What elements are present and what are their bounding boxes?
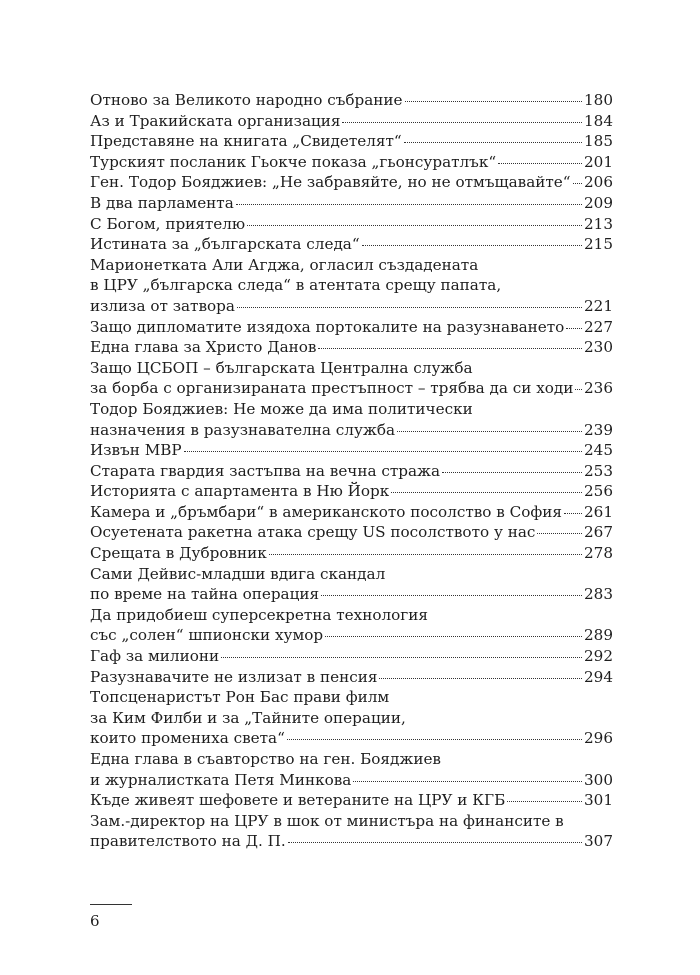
toc-entry-text: Една глава за Христо Данов bbox=[90, 338, 317, 357]
toc-entry-text: излиза от затвора bbox=[90, 296, 235, 315]
toc-line bbox=[90, 111, 613, 132]
toc-line bbox=[90, 728, 613, 749]
dot-leader bbox=[288, 841, 582, 843]
toc-page-number: 253 bbox=[584, 461, 613, 480]
toc-entry-text: в ЦРУ „българска следа“ в атентата срещу папата, bbox=[90, 276, 502, 295]
toc-page-number: 227 bbox=[584, 317, 613, 336]
toc-entry-text: Марионетката Али Агджа, огласил създадената bbox=[90, 255, 479, 274]
dot-leader bbox=[221, 656, 582, 658]
dot-leader bbox=[318, 347, 582, 349]
toc-page-number: 289 bbox=[584, 626, 613, 645]
toc-entry-text: Извън МВР bbox=[90, 441, 182, 460]
toc-line bbox=[90, 708, 613, 729]
toc-page-number: 221 bbox=[584, 296, 613, 315]
toc-line bbox=[90, 152, 613, 173]
toc-entry-text: Отново за Великото народно събрание bbox=[90, 91, 403, 109]
toc-entry-text: С Богом, приятелю bbox=[90, 214, 246, 233]
dot-leader bbox=[342, 121, 582, 123]
toc-entry-text: Една глава в съавторство на ген. Бояджиев bbox=[90, 750, 441, 768]
toc-line bbox=[90, 564, 613, 585]
toc-page-number: 245 bbox=[584, 441, 613, 460]
toc-page-number: 296 bbox=[584, 729, 613, 748]
dot-leader bbox=[362, 244, 582, 246]
toc-line bbox=[90, 522, 613, 543]
toc-line bbox=[90, 378, 613, 399]
toc-line bbox=[90, 811, 613, 832]
toc-line bbox=[90, 749, 613, 770]
toc-page-number: 239 bbox=[584, 420, 613, 439]
dot-leader bbox=[247, 224, 582, 226]
toc-entry-text: със „солен“ шпионски хумор bbox=[90, 626, 324, 645]
toc-entry-text: които промениха света“ bbox=[90, 729, 285, 748]
page-number: 6 bbox=[90, 912, 100, 930]
toc-entry-text: Историята с апартамента в Ню Йорк bbox=[90, 482, 390, 501]
toc-line bbox=[90, 234, 613, 255]
toc-page-number: 294 bbox=[584, 667, 613, 686]
toc-page-number: 209 bbox=[584, 193, 613, 212]
dot-leader bbox=[287, 738, 582, 740]
dot-leader bbox=[237, 306, 582, 308]
toc-entry-text: Топсценаристът Рон Бас прави филм bbox=[90, 688, 390, 707]
dot-leader bbox=[325, 635, 582, 637]
toc-line bbox=[90, 770, 613, 791]
toc-line bbox=[90, 605, 613, 626]
toc-entry-text: назначения в разузнавателна служба bbox=[90, 420, 396, 439]
dot-leader bbox=[269, 553, 582, 555]
toc-line bbox=[90, 358, 613, 379]
toc-entry-text: Камера и „бръмбари“ в американското посолство в София bbox=[90, 502, 562, 521]
toc-entry-text: Истината за „българската следа“ bbox=[90, 235, 360, 254]
table-of-contents bbox=[90, 90, 613, 852]
toc-line bbox=[90, 687, 613, 708]
toc-page-number: 185 bbox=[584, 132, 613, 151]
dot-leader bbox=[391, 491, 582, 493]
dot-leader bbox=[404, 141, 582, 143]
toc-page-number: 283 bbox=[584, 585, 613, 604]
dot-leader bbox=[564, 512, 582, 514]
toc-line bbox=[90, 193, 613, 214]
toc-line bbox=[90, 172, 613, 193]
toc-line bbox=[90, 296, 613, 317]
toc-entry-text: Турският посланик Гьокче показа „гьонсуратлък“ bbox=[90, 152, 497, 171]
toc-entry-text: за Ким Филби и за „Тайните операции, bbox=[90, 708, 406, 727]
dot-leader bbox=[321, 594, 582, 596]
toc-line bbox=[90, 337, 613, 358]
toc-entry-text: Защо дипломатите изядоха портокалите на разузнаването bbox=[90, 317, 565, 336]
toc-line bbox=[90, 502, 613, 523]
dot-leader bbox=[353, 780, 582, 782]
dot-leader bbox=[236, 203, 582, 205]
toc-line bbox=[90, 461, 613, 482]
toc-entry-text: за борба с организираната престъпност – трябва да си ходи bbox=[90, 379, 574, 398]
toc-entry-text: Разузнавачите не излизат в пенсия bbox=[90, 667, 378, 686]
toc-line bbox=[90, 131, 613, 152]
toc-entry-text: Тодор Бояджиев: Не може да има политически bbox=[90, 399, 473, 418]
toc-page-number: 256 bbox=[584, 482, 613, 501]
toc-entry-text: Да придобиеш суперсекретна технология bbox=[90, 605, 428, 624]
toc-page-number: 292 bbox=[584, 647, 613, 666]
dot-leader bbox=[442, 471, 582, 473]
toc-line bbox=[90, 90, 613, 111]
toc-line bbox=[90, 667, 613, 688]
toc-page-number: 230 bbox=[584, 338, 613, 357]
toc-line bbox=[90, 214, 613, 235]
toc-line bbox=[90, 440, 613, 461]
dot-leader bbox=[537, 532, 582, 534]
toc-entry-text: В два парламента bbox=[90, 193, 234, 212]
toc-line bbox=[90, 831, 613, 852]
toc-page-number: 267 bbox=[584, 523, 613, 542]
toc-page-number: 301 bbox=[584, 791, 613, 810]
toc-page-number: 206 bbox=[584, 173, 613, 192]
toc-entry-text: правителството на Д. П. bbox=[90, 832, 286, 851]
dot-leader bbox=[405, 100, 582, 102]
dot-leader bbox=[184, 450, 582, 452]
toc-entry-text: Сами Дейвис-младши вдига скандал bbox=[90, 564, 386, 583]
toc-page-number: 307 bbox=[584, 832, 613, 851]
toc-line bbox=[90, 399, 613, 420]
toc-entry-text: Осуетената ракетна атака срещу US посолството у нас bbox=[90, 523, 536, 542]
toc-entry-text: и журналистката Петя Минкова bbox=[90, 770, 352, 789]
dot-leader bbox=[573, 182, 582, 184]
toc-entry-text: Срещата в Дубровник bbox=[90, 544, 267, 563]
toc-page-number: 180 bbox=[584, 91, 613, 109]
dot-leader bbox=[397, 430, 582, 432]
toc-entry-text: по време на тайна операция bbox=[90, 585, 320, 604]
toc-entry-text: Гаф за милиони bbox=[90, 647, 220, 666]
toc-line bbox=[90, 646, 613, 667]
toc-line bbox=[90, 790, 613, 811]
toc-page-number: 236 bbox=[584, 379, 613, 398]
toc-entry-text: Аз и Тракийската организация bbox=[90, 111, 341, 130]
toc-entry-text: Старата гвардия застъпва на вечна стража bbox=[90, 461, 441, 480]
toc-entry-text: Къде живеят шефовете и ветераните на ЦРУ и КГБ bbox=[90, 791, 506, 810]
toc-entry-text: Ген. Тодор Бояджиев: „Не забравяйте, но не отмъщавайте“ bbox=[90, 173, 571, 192]
toc-line bbox=[90, 543, 613, 564]
dot-leader bbox=[379, 677, 582, 679]
toc-entry-text: Представяне на книгата „Свидетелят“ bbox=[90, 132, 402, 151]
toc-entry-text: Защо ЦСБОП – българската Централна служба bbox=[90, 358, 473, 377]
toc-line bbox=[90, 584, 613, 605]
toc-page-number: 261 bbox=[584, 502, 613, 521]
toc-entry-text: Зам.-директор на ЦРУ в шок от министъра на финансите в bbox=[90, 811, 564, 830]
toc-page-number: 215 bbox=[584, 235, 613, 254]
toc-page-number: 184 bbox=[584, 111, 613, 130]
toc-page-number: 213 bbox=[584, 214, 613, 233]
dot-leader bbox=[498, 162, 582, 164]
toc-page-number: 300 bbox=[584, 770, 613, 789]
toc-line bbox=[90, 420, 613, 441]
dot-leader bbox=[507, 800, 582, 802]
toc-line bbox=[90, 317, 613, 338]
toc-line bbox=[90, 255, 613, 276]
toc-line bbox=[90, 481, 613, 502]
toc-line bbox=[90, 275, 613, 296]
toc-page-number: 278 bbox=[584, 544, 613, 563]
toc-line bbox=[90, 625, 613, 646]
dot-leader bbox=[566, 327, 582, 329]
toc-page-number: 201 bbox=[584, 152, 613, 171]
dot-leader bbox=[575, 388, 582, 390]
footer-rule bbox=[90, 904, 132, 905]
